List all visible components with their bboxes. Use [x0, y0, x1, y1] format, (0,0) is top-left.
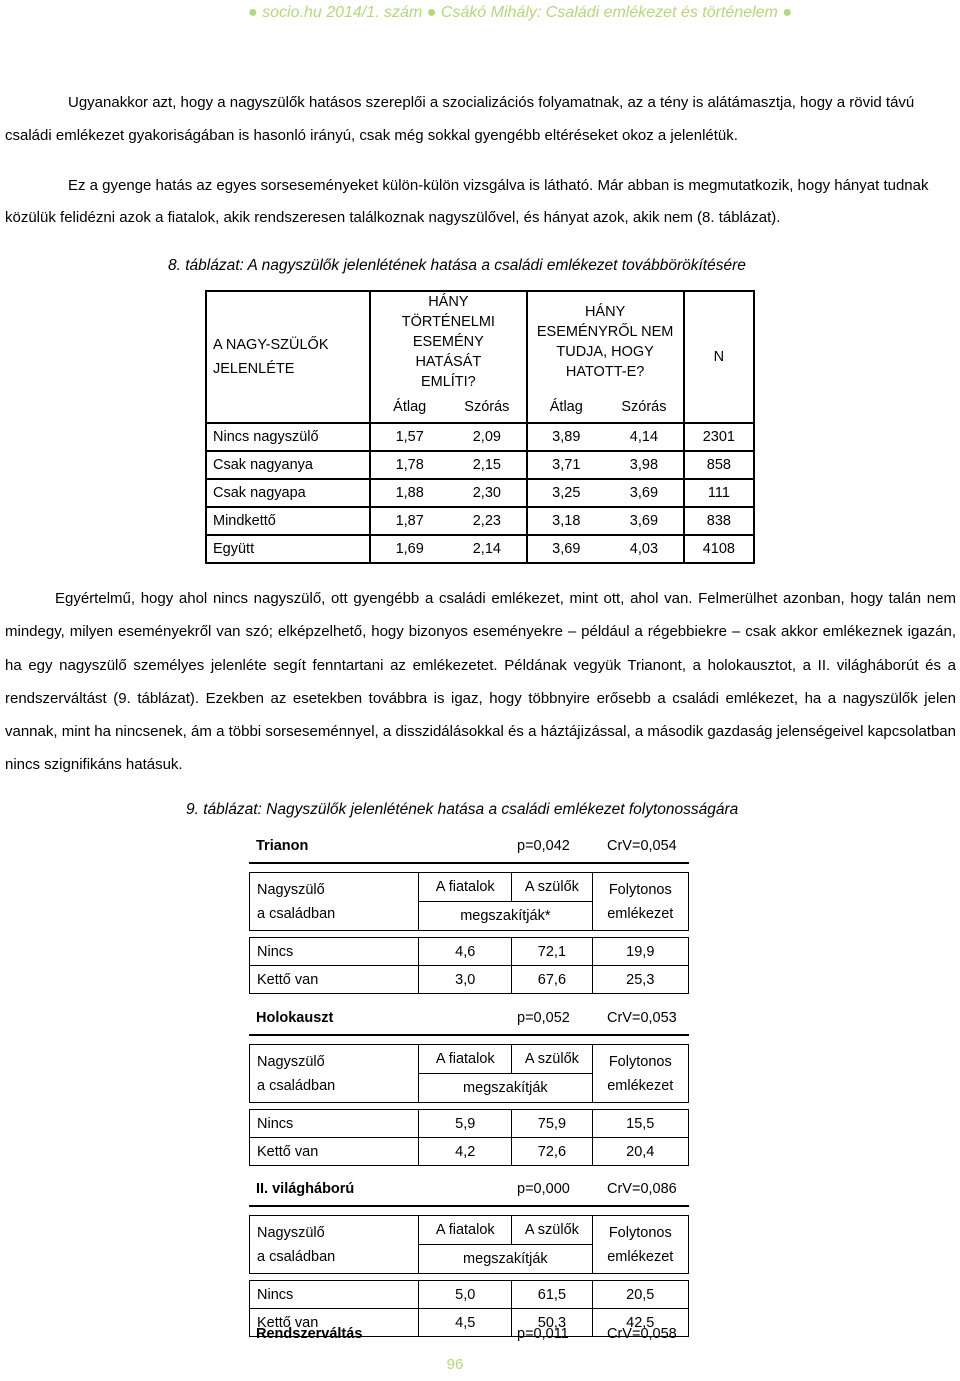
table-row: Mindkettő 1,87 2,23 3,18 3,69 838 [206, 507, 754, 535]
table-8 [205, 290, 755, 564]
table9-caption: 9. táblázat: Nagyszülők jelenlétének hatása a családi emlékezet folytonosságára [186, 801, 739, 818]
header-continuous: Folytonos emlékezet [592, 1045, 688, 1103]
block-cramer-v: CrV=0,054 [607, 838, 677, 854]
header-continuous: Folytonos emlékezet [592, 1216, 688, 1274]
block-cramer-v: CrV=0,053 [607, 1010, 677, 1026]
table8-header-presence: A NAGY-SZÜLŐK JELENLÉTE [206, 291, 370, 423]
table-row: Nincs nagyszülő 1,57 2,09 3,89 4,14 2301 [206, 423, 754, 451]
table-row: Csak nagyanya 1,78 2,15 3,71 3,98 858 [206, 451, 754, 479]
block-cramer-v: CrV=0,086 [607, 1181, 677, 1197]
table9-block-wwii [249, 1181, 689, 1337]
table-row: Nincs 5,9 75,9 15,5 [250, 1110, 689, 1138]
table9-block-rendszervaltas [249, 1326, 689, 1350]
table9-block-holokauszt [249, 1010, 689, 1166]
header-break: megszakítják [419, 1245, 592, 1274]
table-row: Kettő van 3,0 67,6 25,3 [250, 966, 689, 994]
table-row: Kettő van 4,5 50,3 42,5 [250, 1309, 689, 1337]
table-row: Kettő van 4,2 72,6 20,4 [250, 1138, 689, 1166]
block-p-value: p=0,011 [517, 1326, 569, 1342]
block-cramer-v: CrV=0,058 [607, 1326, 677, 1342]
table9-block-trianon [249, 838, 689, 994]
header-young: A fiatalok [419, 1045, 512, 1074]
table-9-trianon [249, 872, 689, 994]
table-row: Csak nagyapa 1,88 2,30 3,25 3,69 111 [206, 479, 754, 507]
header-site: socio.hu [262, 4, 322, 21]
table8-header-group1: HÁNY TÖRTÉNELMI ESEMÉNY HATÁSÁT EMLÍTI? [370, 291, 526, 392]
header-parents: A szülők [512, 1045, 592, 1074]
table8-header-n: N [684, 291, 754, 423]
header-break: megszakítják [419, 1074, 592, 1103]
table8-caption: 8. táblázat: A nagyszülők jelenlétének hatása a családi emlékezet továbbörökítésére [168, 257, 746, 274]
header-grandparent: Nagyszülő a családban [250, 873, 419, 931]
header-author-title: Csákó Mihály: Családi emlékezet és történelem [440, 4, 778, 21]
header-grandparent: Nagyszülő a családban [250, 1045, 419, 1103]
table8-sub-sd-2: Szórás [605, 392, 684, 423]
paragraph-1: Ugyanakkor azt, hogy a nagyszülők hatásos szereplői a szocializációs folyamatnak, az a tény is alátámasztja, hogy a rövid távú családi emlékezet gyakoriságában is hasonló irányú, csak még sokkal gyengébb eltéréseket okoz a jelenlétük. [5, 94, 915, 144]
header-grandparent: Nagyszülő a családban [250, 1216, 419, 1274]
table8-sub-sd-1: Szórás [448, 392, 526, 423]
running-header [0, 4, 960, 22]
bullet-icon: ● [248, 4, 258, 21]
header-parents: A szülők [512, 873, 592, 902]
table-row: Nincs 5,0 61,5 20,5 [250, 1281, 689, 1309]
block-title: Trianon [256, 838, 309, 854]
table8-header-group2: HÁNY ESEMÉNYRŐL NEM TUDJA, HOGY HATOTT-E? [527, 291, 684, 392]
block-title: Holokauszt [256, 1010, 334, 1026]
table-row: Nincs 4,6 72,1 19,9 [250, 938, 689, 966]
table-row: Együtt 1,69 2,14 3,69 4,03 4108 [206, 535, 754, 563]
table-9-wwii [249, 1215, 689, 1337]
block-title: II. világháború [256, 1181, 355, 1197]
page-number: 96 [446, 1356, 464, 1373]
header-break: megszakítják* [419, 902, 592, 931]
block-p-value: p=0,052 [517, 1010, 570, 1026]
header-issue: 2014/1. szám [326, 4, 423, 21]
bullet-icon: ● [782, 4, 792, 21]
block-title: Rendszerváltás [256, 1326, 363, 1342]
header-young: A fiatalok [419, 873, 512, 902]
table8-sub-mean-2: Átlag [527, 392, 606, 423]
table-9-holokauszt [249, 1044, 689, 1166]
paragraph-2: Ez a gyenge hatás az egyes sorseseményeket külön-külön vizsgálva is látható. Már abban is megmutatkozik, hogy hányat tudnak közülük felidézni azok a fiatalok, akik rendszeresen találkoznak nagyszülővel, és hányat azok, akik nem (8. táblázat). [5, 177, 929, 226]
header-continuous: Folytonos emlékezet [592, 873, 688, 931]
block-p-value: p=0,000 [517, 1181, 570, 1197]
header-parents: A szülők [512, 1216, 592, 1245]
table8-sub-mean-1: Átlag [370, 392, 448, 423]
block-p-value: p=0,042 [517, 838, 570, 854]
header-young: A fiatalok [419, 1216, 512, 1245]
bullet-icon: ● [426, 4, 437, 21]
paragraph-3: Egyértelmű, hogy ahol nincs nagyszülő, ott gyengébb a családi emlékezet, mint ott, ahol van. Felmerülhet azonban, hogy talán nem mindegy, milyen eseményekről van szó; elképzelhető, hogy bizonyos eseményekre – például a régebbiekre – csak akkor emlékeznek igazán, ha egy nagyszülő személyes jelenléte segít fenntartani az emlékezetet. Példának vegyük Trianont, a holokausztot, a II. világháborút és a rendszerváltást (9. táblázat). Ezekben az esetekben továbbra is igaz, hogy többnyire erősebb a családi emlékezet, ha a nagyszülők jelen vannak, mint ha nincsenek, ám a többi sorseseménnyel, a disszidálásokkal és a háztájizással, a második gazdaság jelenségeivel kapcsolatban nincs szignifikáns hatásuk. [5, 590, 956, 774]
